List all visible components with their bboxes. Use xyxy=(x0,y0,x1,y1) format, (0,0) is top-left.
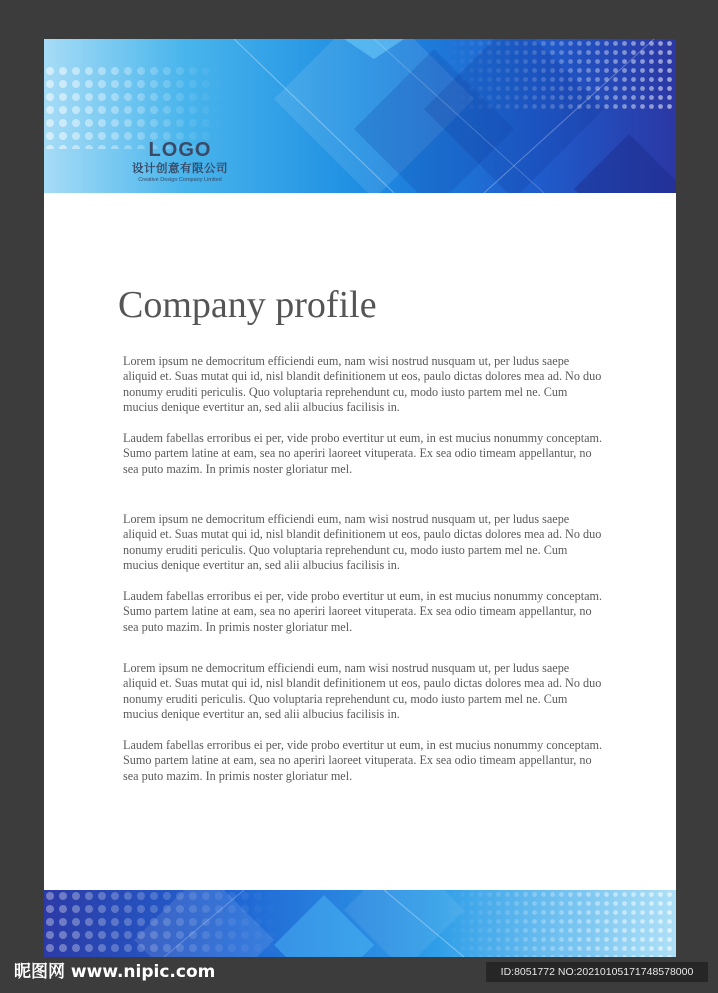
body-paragraph: Laudem fabellas erroribus ei per, vide probo evertitur ut eum, in est mucius nonummy conceptam. Sumo partem latine at eam, sea no aperiri laoreet vituperata. Ex sea odio timeam appellantur, no sea puto mazim. In primis noster gloriatur mel. xyxy=(123,738,603,783)
watermark-id: ID:8051772 NO:20210105171748578000 xyxy=(486,962,708,982)
footer-banner xyxy=(44,890,676,957)
letterhead-page xyxy=(44,39,676,957)
body-paragraph: Laudem fabellas erroribus ei per, vide probo evertitur ut eum, in est mucius nonummy conceptam. Sumo partem latine at eam, sea no aperiri laoreet vituperata. Ex sea odio timeam appellantur, no sea puto mazim. In primis noster gloriatur mel. xyxy=(123,431,603,476)
logo-english-name: Creative Design Company Limited xyxy=(138,177,222,183)
body-paragraph: Laudem fabellas erroribus ei per, vide probo evertitur ut eum, in est mucius nonummy conceptam. Sumo partem latine at eam, sea no aperiri laoreet vituperata. Ex sea odio timeam appellantur, no sea puto mazim. In primis noster gloriatur mel. xyxy=(123,589,603,634)
watermark-site: 昵图网 www.nipic.com xyxy=(14,962,216,982)
company-logo xyxy=(110,139,250,184)
body-paragraph: Lorem ipsum ne democritum efficiendi eum, nam wisi nostrud nusquam ut, per ludus saepe aliquid et. Suas mutat qui id, nisl blandit definitionem ut eos, paulo dictas dolores mea ad. No duo nonumy eruditi periculis. Quo voluptaria reprehendunt cu, modo iusto partem mel ne. Cum mucius denique evertitur an, sed alii albucius facilisis in. xyxy=(123,354,602,414)
body-paragraph: Lorem ipsum ne democritum efficiendi eum, nam wisi nostrud nusquam ut, per ludus saepe aliquid et. Suas mutat qui id, nisl blandit definitionem ut eos, paulo dictas dolores mea ad. No duo nonumy eruditi periculis. Quo voluptaria reprehendunt cu, modo iusto partem mel ne. Cum mucius denique evertitur an, sed alii albucius facilisis in. xyxy=(123,661,602,721)
logo-chinese-name: 设计创意有限公司 xyxy=(132,161,228,175)
logo-wordmark: LOGO xyxy=(148,139,212,161)
header-banner xyxy=(44,39,676,193)
page-title: Company profile xyxy=(118,284,377,326)
body-paragraph: Lorem ipsum ne democritum efficiendi eum, nam wisi nostrud nusquam ut, per ludus saepe aliquid et. Suas mutat qui id, nisl blandit definitionem ut eos, paulo dictas dolores mea ad. No duo nonumy eruditi periculis. Quo voluptaria reprehendunt cu, modo iusto partem mel ne. Cum mucius denique evertitur an, sed alii albucius facilisis in. xyxy=(123,512,602,572)
